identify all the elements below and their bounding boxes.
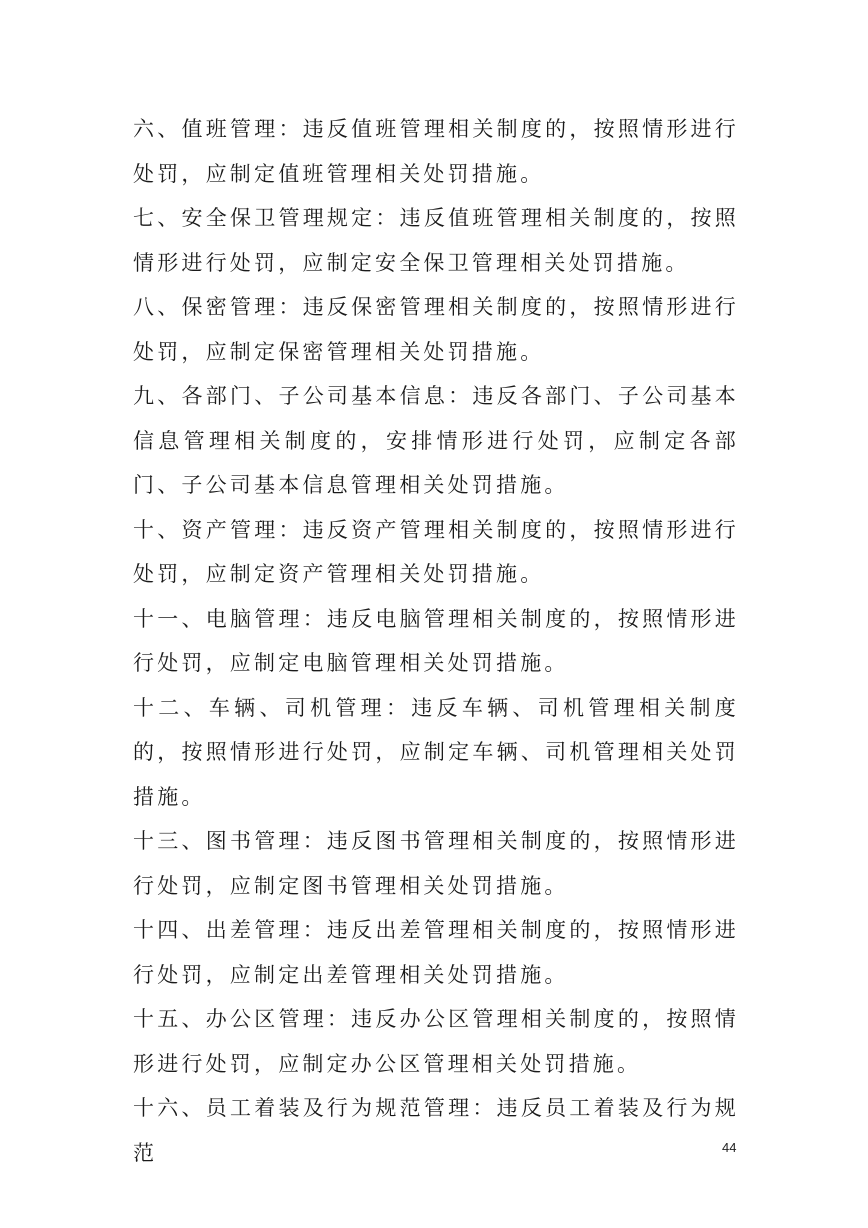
paragraph-13: 十三、图书管理：违反图书管理相关制度的，按照情形进行处罚，应制定图书管理相关处罚措施。 (133, 829, 739, 898)
paragraph-8: 八、保密管理：违反保密管理相关制度的，按照情形进行处罚，应制定保密管理相关处罚措施。 (133, 295, 739, 364)
paragraph-14: 十四、出差管理：违反出差管理相关制度的，按照情形进行处罚，应制定出差管理相关处罚措施。 (133, 918, 739, 987)
paragraph-12: 十二、车辆、司机管理：违反车辆、司机管理相关制度的，按照情形进行处罚，应制定车辆、司机管理相关处罚措施。 (133, 695, 739, 809)
paragraph-10: 十、资产管理：违反资产管理相关制度的，按照情形进行处罚，应制定资产管理相关处罚措施。 (133, 517, 739, 586)
paragraph-6: 六、值班管理：违反值班管理相关制度的，按照情形进行处罚，应制定值班管理相关处罚措施。 (133, 117, 739, 186)
body-text (133, 107, 739, 1175)
paragraph-15: 十五、办公区管理：违反办公区管理相关制度的，按照情形进行处罚，应制定办公区管理相关处罚措施。 (133, 1007, 739, 1076)
paragraph-9: 九、各部门、子公司基本信息：违反各部门、子公司基本信息管理相关制度的，安排情形进行处罚，应制定各部门、子公司基本信息管理相关处罚措施。 (133, 384, 739, 497)
paragraph-7: 七、安全保卫管理规定：违反值班管理相关制度的，按照情形进行处罚，应制定安全保卫管理相关处罚措施。 (133, 206, 739, 275)
paragraph-11: 十一、电脑管理：违反电脑管理相关制度的，按照情形进行处罚，应制定电脑管理相关处罚措施。 (133, 606, 739, 675)
page-number: 44 (722, 1140, 737, 1155)
paragraph-16: 十六、员工着装及行为规范管理：违反员工着装及行为规范 (133, 1096, 739, 1165)
